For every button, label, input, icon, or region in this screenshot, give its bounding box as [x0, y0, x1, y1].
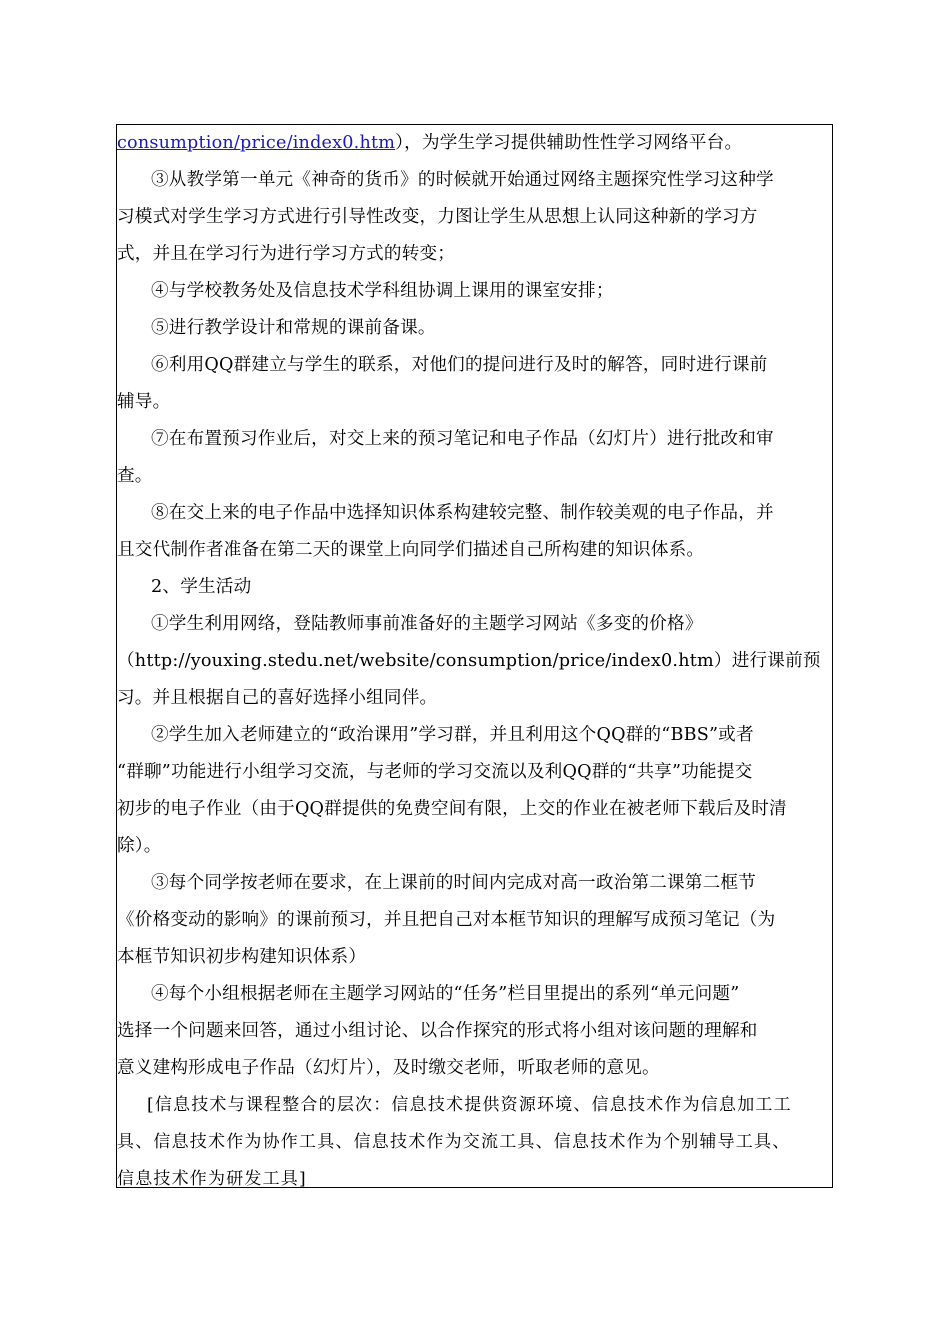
- text-line: [117, 129, 834, 166]
- document-body: [117, 129, 834, 1202]
- text-line: 选择一个问题来回答，通过小组讨论、以合作探究的形式将小组对该问题的理解和: [117, 1021, 758, 1041]
- text-line: ④每个小组根据老师在主题学习网站的“任务”栏目里提出的系列“单元问题”: [151, 984, 740, 1004]
- hyperlink[interactable]: consumption/price/index0.htm: [117, 133, 396, 153]
- text-line: 除）。: [117, 836, 162, 856]
- text-line: 意义建构形成电子作品（幻灯片），及时缴交老师，听取老师的意见。: [117, 1058, 660, 1078]
- text-line: 《价格变动的影响》的课前预习，并且把自己对本框节知识的理解写成预习笔记（为: [117, 910, 776, 930]
- text-line: ⑤进行教学设计和常规的课前备课。: [151, 318, 436, 338]
- text-line: 查。: [117, 466, 153, 486]
- text-line: ③每个同学按老师在要求，在上课前的时间内完成对高一政治第二课第二框节: [151, 873, 756, 893]
- text-line: ⑦在布置预习作业后，对交上来的预习笔记和电子作品（幻灯片）进行批改和审: [151, 429, 774, 449]
- text-line: ⑥利用QQ群建立与学生的联系，对他们的提问进行及时的解答，同时进行课前: [151, 355, 768, 375]
- text-line: 习模式对学生学习方式进行引导性改变，力图让学生从思想上认同这种新的学习方: [117, 207, 758, 227]
- note-line: 具、信息技术作为协作工具、信息技术作为交流工具、信息技术作为个别辅导工具、: [117, 1132, 791, 1152]
- text-line: ④与学校教务处及信息技术学科组协调上课用的课室安排；: [151, 281, 614, 301]
- text-line: ⑧在交上来的电子作品中选择知识体系构建较完整、制作较美观的电子作品，并: [151, 503, 774, 523]
- text-line: “群聊”功能进行小组学习交流，与老师的学习交流以及利QQ群的“共享”功能提交: [117, 762, 753, 782]
- note-line: [信息技术与课程整合的层次：信息技术提供资源环境、信息技术作为信息加工工: [147, 1095, 792, 1115]
- text-line: 辅导。: [117, 392, 171, 412]
- text-line: ①学生利用网络，登陆教师事前准备好的主题学习网站《多变的价格》: [151, 614, 703, 634]
- text-line: 且交代制作者准备在第二天的课堂上向同学们描述自己所构建的知识体系。: [117, 540, 705, 560]
- text-line: ③从教学第一单元《神奇的货币》的时候就开始通过网络主题探究性学习这种学: [151, 170, 774, 190]
- text-line: 本框节知识初步构建知识体系）: [117, 947, 367, 967]
- link-trailing-text: ），为学生学习提供辅助性性学习网络平台。: [395, 133, 743, 153]
- note-line: 信息技术作为研发工具]: [117, 1169, 307, 1189]
- text-line: 式，并且在学习行为进行学习方式的转变；: [117, 244, 456, 264]
- text-line: （http://youxing.stedu.net/website/consumption/price/index0.htm）进行课前预: [117, 651, 821, 671]
- content-table-cell: [116, 124, 833, 1188]
- text-line: 习。并且根据自己的喜好选择小组同伴。: [117, 688, 438, 708]
- section-heading: 2、学生活动: [151, 577, 252, 597]
- text-line: 初步的电子作业（由于QQ群提供的免费空间有限，上交的作业在被老师下载后及时清: [117, 799, 787, 819]
- text-line: ②学生加入老师建立的“政治课用”学习群，并且利用这个QQ群的“BBS”或者: [151, 725, 754, 745]
